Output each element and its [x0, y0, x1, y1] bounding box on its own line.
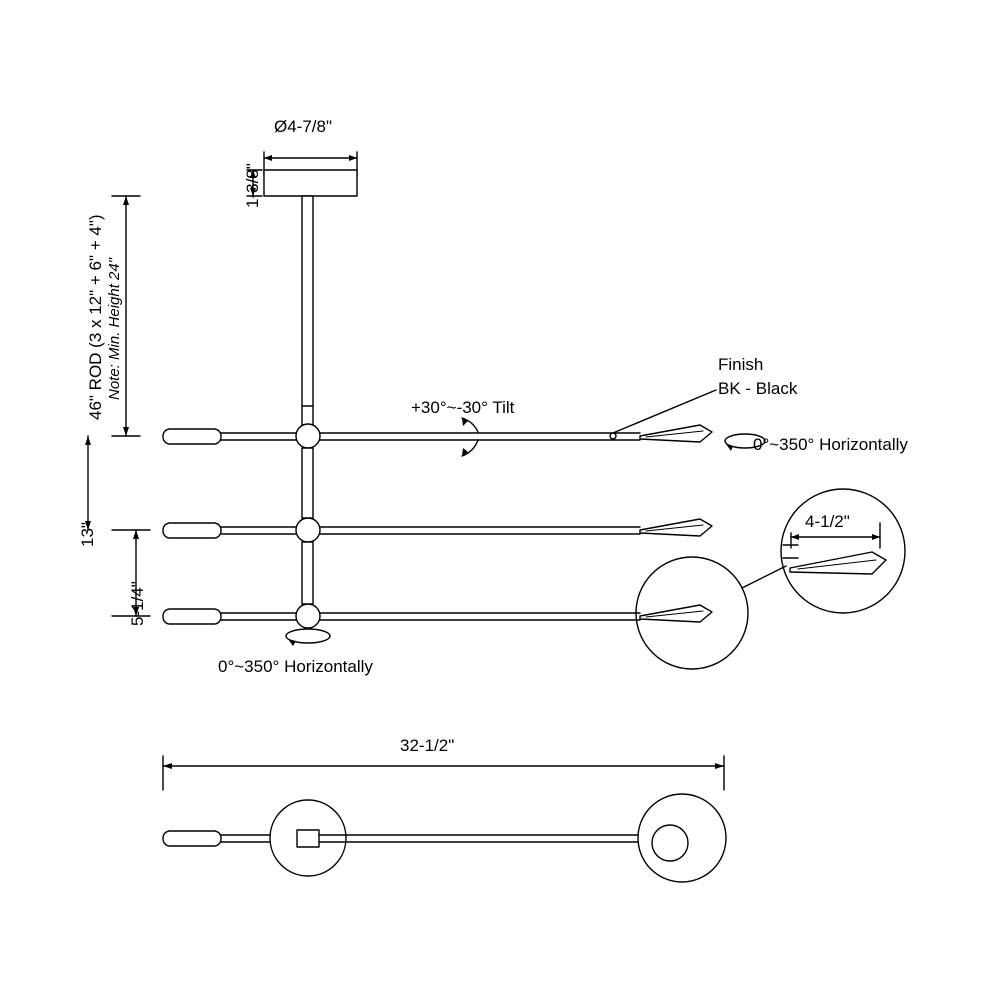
finish-label-line2: BK - Black [718, 379, 798, 398]
drop-13-dimension [85, 436, 150, 530]
arm-bottom [163, 604, 712, 628]
detail-callout [636, 489, 905, 669]
plan-view [163, 794, 726, 882]
rod-note-label: Note: Min. Height 24" [106, 257, 123, 400]
overall-width-dimension [163, 756, 724, 790]
canopy-body [264, 170, 357, 196]
vertical-rod [302, 196, 313, 436]
rod-length-label: 46" ROD (3 x 12" + 6" + 4") [86, 214, 105, 420]
canopy-diameter-label: Ø4-7/8" [274, 117, 333, 136]
finish-label-line1: Finish [718, 355, 764, 374]
arm-top [163, 424, 712, 448]
tilt-label: +30°~-30° Tilt [411, 398, 515, 417]
drop-13-label: 13" [78, 522, 97, 547]
horizontal-rotation-bottom [286, 629, 330, 646]
overall-width-label: 32-1/2" [400, 736, 455, 755]
detail-dimension-label: 4-1/2" [805, 512, 850, 531]
horizontal-rotation-bottom-label: 0°~350° Horizontally [218, 657, 373, 676]
tilt-rotation-arc [462, 418, 478, 456]
arm-middle [163, 518, 712, 542]
horizontal-rotation-top-label: 0°~350° Horizontally [753, 435, 908, 454]
drop-5-1-4-label: 5-1/4" [128, 581, 147, 626]
canopy-height-label: 1-3/8" [243, 163, 262, 208]
